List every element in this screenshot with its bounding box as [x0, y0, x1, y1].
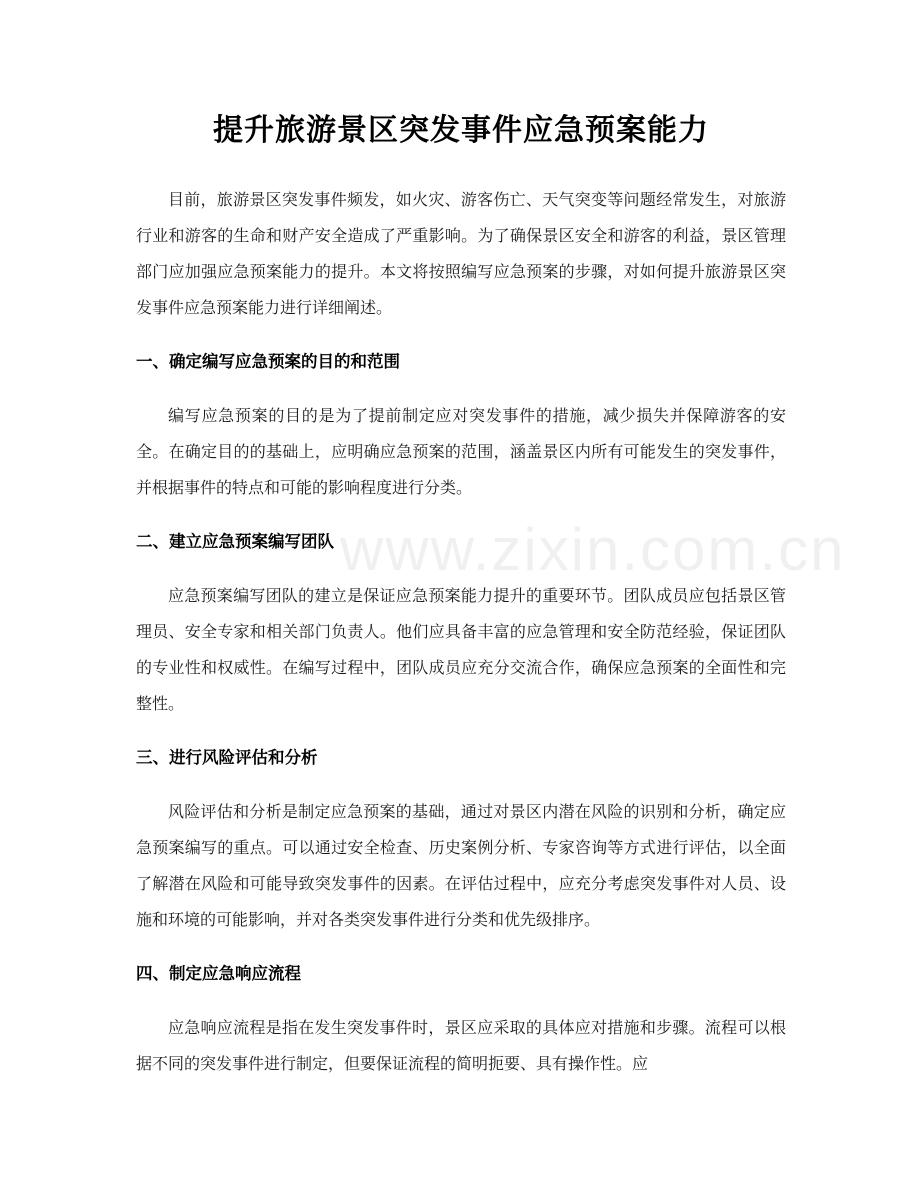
section-paragraph-3: 风险评估和分析是制定应急预案的基础，通过对景区内潜在风险的识别和分析，确定应急预案编写的重点。可以通过安全检查、历史案例分析、专家咨询等方式进行评估，以全面了解潜在风险和可能导致突发事件的因素。在评估过程中，应充分考虑突发事件对人员、设施和环境的可能影响，并对各类突发事件进行分类和优先级排序。 — [136, 802, 786, 929]
section-heading-4: 四、制定应急响应流程 — [136, 964, 301, 983]
section-heading-1: 一、确定编写应急预案的目的和范围 — [136, 352, 400, 371]
section-paragraph-2: 应急预案编写团队的建立是保证应急预案能力提升的重要环节。团队成员应包括景区管理员、安全专家和相关部门负责人。他们应具备丰富的应急管理和安全防范经验，保证团队的专业性和权威性。在编写过程中，团队成员应充分交流合作，确保应急预案的全面性和完整性。 — [136, 586, 786, 713]
section-paragraph-1: 编写应急预案的目的是为了提前制定应对突发事件的措施，减少损失并保障游客的安全。在确定目的的基础上，应明确应急预案的范围，涵盖景区内所有可能发生的突发事件，并根据事件的特点和可能的影响程度进行分类。 — [136, 406, 786, 497]
watermark: www.zixin.com.cn — [340, 516, 846, 583]
document-body — [136, 182, 786, 1082]
section-paragraph-4: 应急响应流程是指在发生突发事件时，景区应采取的具体应对措施和步骤。流程可以根据不同的突发事件进行制定，但要保证流程的简明扼要、具有操作性。应 — [136, 1018, 786, 1073]
section-heading-2: 二、建立应急预案编写团队 — [136, 532, 334, 551]
document-title: 提升旅游景区突发事件应急预案能力 — [213, 113, 709, 148]
intro-paragraph: 目前，旅游景区突发事件频发，如火灾、游客伤亡、天气突变等问题经常发生，对旅游行业和游客的生命和财产安全造成了严重影响。为了确保景区安全和游客的利益，景区管理部门应加强应急预案能力的提升。本文将按照编写应急预案的步骤，对如何提升旅游景区突发事件应急预案能力进行详细阐述。 — [136, 190, 786, 317]
section-heading-3: 三、进行风险评估和分析 — [136, 748, 318, 767]
